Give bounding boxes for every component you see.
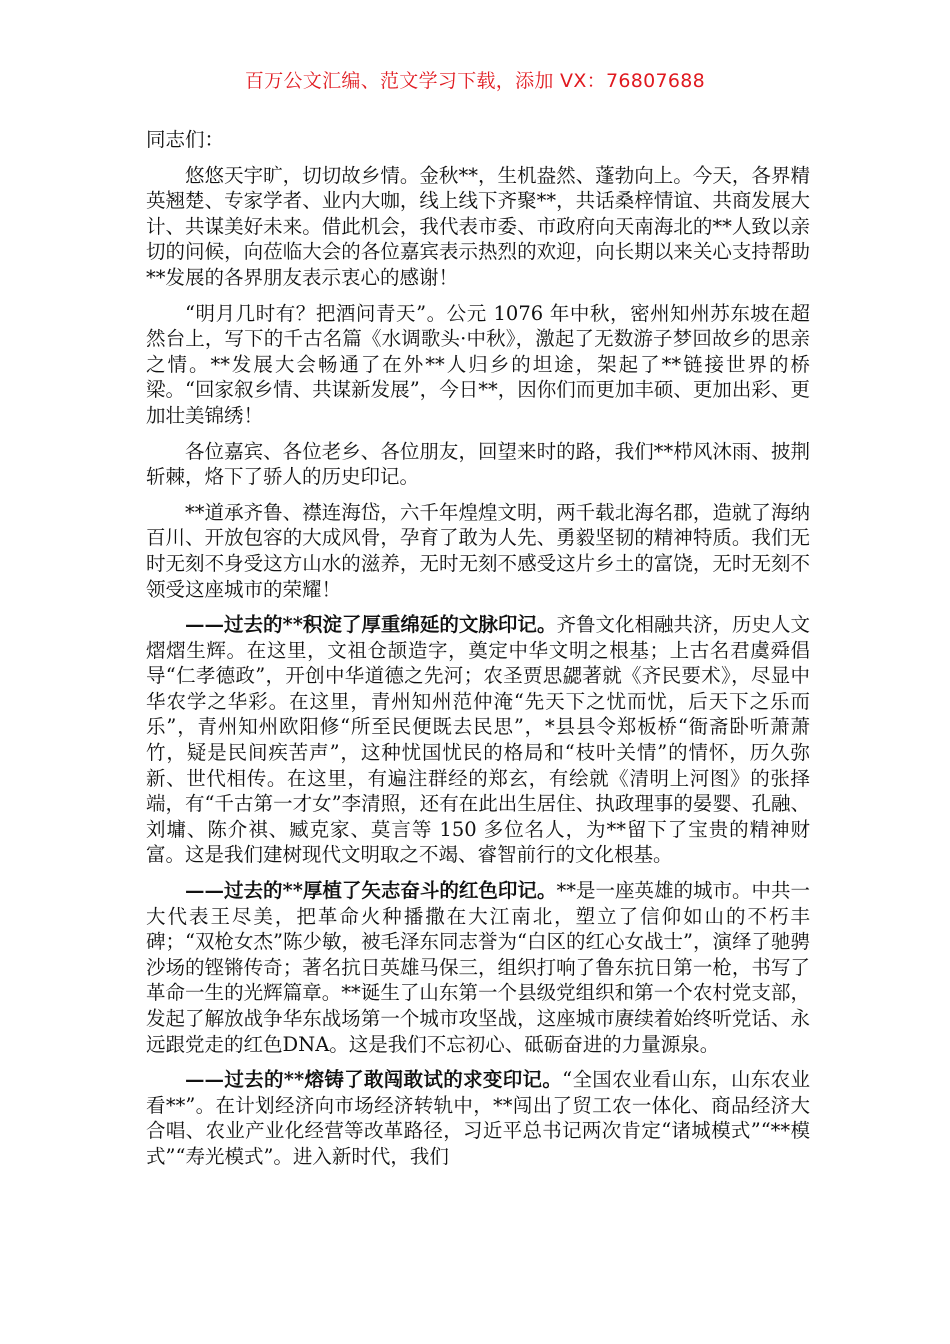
paragraph-red-mark <box>146 878 810 1057</box>
paragraph-heritage <box>146 500 810 602</box>
header-banner: 百万公文汇编、范文学习下载，添加 VX：76807688 <box>244 70 706 92</box>
paragraph-address-guests <box>146 439 810 490</box>
paragraph-moon-poem <box>146 301 810 429</box>
document-body <box>146 127 810 1180</box>
paragraph-text: 各位嘉宾、各位老乡、各位朋友，回望来时的路，我们**栉风沐雨、披荆斩棘，烙下了骄人的历史印记。 <box>146 439 810 489</box>
paragraph-reform-mark <box>146 1067 810 1169</box>
paragraph-text: **道承齐鲁、襟连海岱，六千年煌煌文明，两千载北海名郡，造就了海纳百川、开放包容的大成风骨，孕育了敢为人先、勇毅坚韧的精神特质。我们无时无刻不身受这方山水的滋养，无时无刻不感受这片乡土的富饶，无时无刻不领受这座城市的荣耀！ <box>146 500 810 601</box>
paragraph-greeting <box>146 163 810 291</box>
paragraph-lead-heading: ——过去的**熔铸了敢闯敢试的求变印记。 <box>185 1068 563 1092</box>
paragraph-lead-heading: ——过去的**厚植了矢志奋斗的红色印记。 <box>185 879 557 903</box>
paragraph-lead-heading: ——过去的**积淀了厚重绵延的文脉印记。 <box>185 613 557 637</box>
paragraph-text: “全国农业看山东，山东农业看**”。在计划经济向市场经济转轨中，**闯出了贸工农一体化、商品经济大合唱、农业产业化经营等改革路径，习近平总书记两次肯定“诸城模式”“**模式”“寿光模式”。进入新时代，我们 <box>146 1068 810 1168</box>
paragraph-cultural-mark <box>146 612 810 868</box>
paragraph-text: 齐鲁文化相融共济，历史人文熠熠生辉。在这里，文祖仓颉造字，奠定中华文明之根基；上古名君虞舜倡导“仁孝德政”，开创中华道德之先河；农圣贾思勰著就《齐民要术》，尽显中华农学之华彩。在这里，青州知州范仲淹“先天下之忧而忧，后天下之乐而乐”，青州知州欧阳修“所至民便既去民思”，*县县令郑板桥“衙斋卧听萧萧竹，疑是民间疾苦声”，这种忧国忧民的格局和“枝叶关情”的情怀，历久弥新、世代相传。在这里，有遍注群经的郑玄，有绘就《清明上河图》的张择端，有“千古第一才女”李清照，还有在此出生居住、执政理事的晏婴、孔融、刘墉、陈介祺、臧克家、莫言等 150 多位名人，为**留下了宝贵的精神财富。这是我们建树现代文明取之不竭、睿智前行的文化根基。 <box>146 613 810 867</box>
paragraph-text: **是一座英雄的城市。中共一大代表王尽美，把革命火种播撒在大江南北，塑立了信仰如山的不朽丰碑；“双枪女杰”陈少敏，被毛泽东同志誉为“白区的红心女战士”，演绎了驰骋沙场的铿锵传奇；著名抗日英雄马保三，组织打响了鲁东抗日第一枪，书写了革命一生的光辉篇章。**诞生了山东第一个县级党组织和第一个农村党支部，发起了解放战争华东战场第一个城市攻坚战，这座城市赓续着始终听党话、永远跟党走的红色DNA。这是我们不忘初心、砥砺奋进的力量源泉。 <box>146 879 810 1056</box>
paragraph-text: 悠悠天宇旷，切切故乡情。金秋**，生机盎然、蓬勃向上。今天，各界精英翘楚、专家学者、业内大咖，线上线下齐聚**，共话桑梓情谊、共商发展大计、共谋美好未来。借此机会，我代表市委、市政府向天南海北的**人致以亲切的问候，向莅临大会的各位嘉宾表示热烈的欢迎，向长期以来关心支持帮助**发展的各界朋友表示衷心的感谢！ <box>146 163 810 289</box>
paragraph-text: “明月几时有？把酒问青天”。公元 1076 年中秋，密州知州苏东坡在超然台上，写下的千古名篇《水调歌头·中秋》，激起了无数游子梦回故乡的思亲之情。**发展大会畅通了在外**人归乡的坦途，架起了**链接世界的桥梁。“回家叙乡情、共谋新发展”，今日**，因你们而更加丰硕、更加出彩、更加壮美锦绣！ <box>146 301 810 427</box>
salutation: 同志们： <box>146 128 225 151</box>
